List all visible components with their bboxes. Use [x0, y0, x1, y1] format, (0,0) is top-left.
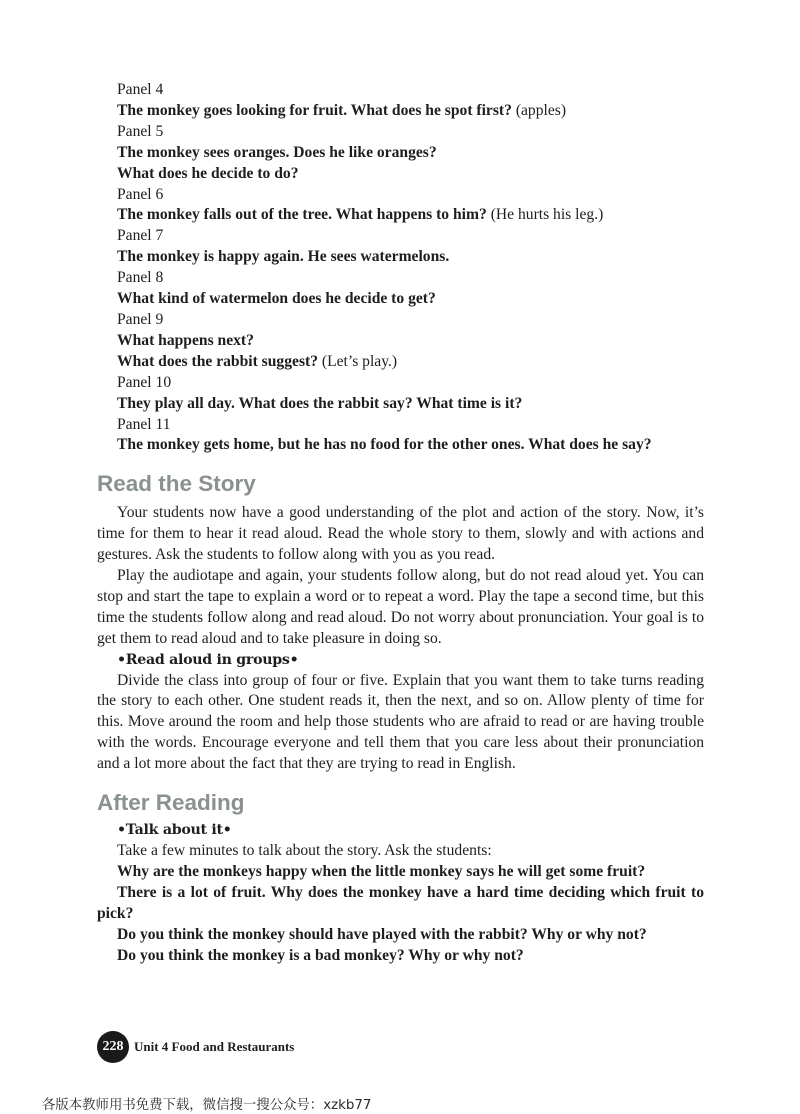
intro-text: Take a few minutes to talk about the story. Ask the students: — [117, 842, 492, 859]
panel-label: Panel 6 — [117, 185, 164, 203]
panel-label: Panel 4 — [117, 81, 164, 98]
question-text: The monkey is happy again. He sees watermelons. — [117, 248, 450, 266]
panel-label: Panel 9 — [117, 310, 164, 328]
panel-question — [97, 331, 704, 352]
question-text: What kind of watermelon does he decide to get? — [117, 290, 436, 308]
panel-label: Panel 10 — [117, 373, 172, 391]
panel-question — [97, 205, 704, 226]
answer-text: (He hurts his leg.) — [486, 206, 604, 224]
panel-label: Panel 11 — [117, 415, 171, 433]
subheading-talk-about-it: •Talk about it• — [117, 822, 232, 839]
panel-list — [97, 80, 704, 456]
question-text: The monkey falls out of the tree. What happens to him? — [117, 206, 487, 224]
panel-label: Panel 5 — [117, 122, 164, 140]
discussion-question: There is a lot of fruit. Why does the monkey have a hard time deciding which fruit to pick? — [97, 883, 704, 922]
panel-question — [97, 247, 704, 268]
panel-label: Panel 8 — [117, 269, 164, 287]
watermark-text: 各版本教师用书免费下载，微信搜一搜公众号：xzkb77 — [42, 1098, 372, 1113]
answer-text: (apples) — [511, 101, 567, 119]
question-text: They play all day. What does the rabbit say? What time is it? — [117, 394, 523, 412]
panel-question — [97, 394, 704, 415]
panel-question — [97, 289, 704, 310]
panel-question — [97, 435, 704, 456]
subheading-read-aloud-in-groups: •Read aloud in groups• — [117, 651, 299, 668]
question-text: What does he decide to do? — [117, 164, 299, 182]
discussion-question: Do you think the monkey is a bad monkey? Why or why not? — [117, 946, 524, 964]
paragraph: Play the audiotape and again, your students follow along, but do not read aloud yet. You can stop and start the tape to explain a word or to repeat a word. Play the tape a second time, but this time the students follow along and read aloud. Do not worry about pronunciation. Your goal is to get them to read aloud and to take pleasure in doing so. — [97, 567, 704, 647]
section-heading-read-the-story: Read the Story — [97, 471, 256, 497]
page-content — [97, 80, 704, 966]
answer-text: (Let’s play.) — [318, 352, 398, 370]
panel-label: Panel 7 — [117, 227, 164, 245]
discussion-question: Do you think the monkey should have played with the rabbit? Why or why not? — [117, 925, 647, 943]
panel-question — [97, 164, 704, 185]
paragraph: Your students now have a good understanding of the plot and action of the story. Now, it’s time for them to hear it read aloud. Read the whole story to them, slowly and with actions and gestures. Ask the students to follow along with you as you read. — [97, 504, 704, 564]
paragraph: Divide the class into group of four or five. Explain that you want them to take turns reading the story to each other. One student reads it, then the next, and so on. Allow plenty of time for this. Move around the room and help those students who are afraid to read or are having trouble with the words. Encourage everyone and tell them that you care less about their pronunciation and a lot more about the fact that they are trying to read in English. — [97, 671, 704, 773]
question-text: The monkey goes looking for fruit. What does he spot first? — [117, 101, 512, 119]
question-text: The monkey gets home, but he has no food for the other ones. What does he say? — [117, 436, 652, 454]
question-text: What happens next? — [117, 331, 254, 349]
section-heading-after-reading: After Reading — [97, 790, 245, 816]
discussion-question: Why are the monkeys happy when the little monkey says he will get some fruit? — [117, 862, 646, 880]
page-number-badge: 228 — [97, 1031, 129, 1063]
panel-question — [97, 143, 704, 164]
page-footer — [97, 1031, 294, 1063]
question-text: The monkey sees oranges. Does he like oranges? — [117, 143, 437, 161]
panel-question — [97, 352, 704, 373]
panel-question — [97, 101, 704, 122]
unit-title: Unit 4 Food and Restaurants — [134, 1039, 295, 1054]
question-text: What does the rabbit suggest? — [117, 352, 318, 370]
